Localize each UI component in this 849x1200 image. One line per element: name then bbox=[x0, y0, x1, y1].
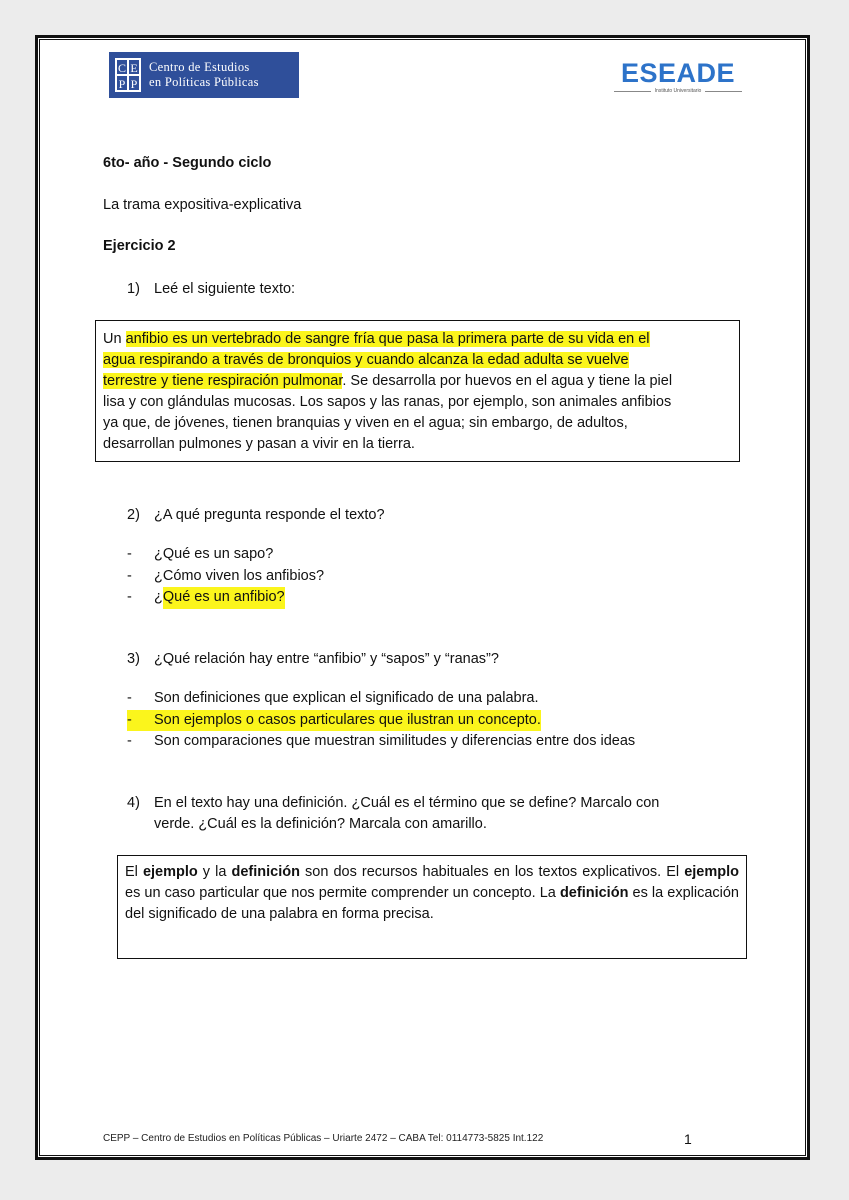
cepp-logo-monogram bbox=[115, 58, 141, 92]
note-keyword: definición bbox=[559, 885, 629, 901]
exercise-heading: Ejercicio 2 bbox=[103, 238, 176, 254]
passage-line bbox=[103, 329, 739, 350]
eseade-logo-name: ESEADE bbox=[620, 58, 736, 88]
note-fragment: y la bbox=[197, 864, 232, 880]
cepp-logo bbox=[109, 52, 299, 98]
page-number: 1 bbox=[684, 1131, 692, 1147]
list-item bbox=[127, 688, 635, 710]
passage-line: desarrollan pulmones y pasan a vivir en la tierra. bbox=[103, 436, 415, 452]
question-number: 1) bbox=[127, 281, 140, 297]
option-text: Son definiciones que explican el significado de una palabra. bbox=[154, 690, 539, 706]
topic-heading: La trama expositiva-explicativa bbox=[103, 197, 302, 213]
question-number: 3) bbox=[127, 651, 140, 667]
divider bbox=[705, 91, 742, 92]
dash: - bbox=[127, 546, 132, 562]
eseade-subtitle-text: Instituto Universitario bbox=[654, 88, 702, 94]
eseade-logo bbox=[614, 58, 742, 94]
passage-text: Un bbox=[103, 331, 126, 347]
note-fragment: es la explicación del significado de una palabra en forma precisa. bbox=[125, 885, 739, 922]
list-item bbox=[127, 566, 324, 588]
note-keyword: ejemplo bbox=[684, 864, 739, 880]
definition-note-box bbox=[117, 855, 747, 959]
footer-text: CEPP – Centro de Estudios en Políticas Públicas – Uriarte 2472 – CABA Tel: 0114773-5825 Int.122 bbox=[103, 1133, 544, 1144]
question-1 bbox=[127, 279, 295, 299]
passage-line bbox=[103, 371, 739, 392]
dash: - bbox=[127, 690, 132, 706]
dash: - bbox=[127, 733, 132, 749]
note-fragment: El bbox=[125, 864, 143, 880]
option-text: ¿Cómo viven los anfibios? bbox=[154, 567, 325, 584]
option-text: Son comparaciones que muestran similitudes y diferencias entre dos ideas bbox=[154, 733, 636, 749]
question-text: verde. ¿Cuál es la definición? Marcala con amarillo. bbox=[154, 816, 487, 832]
cepp-letter: P bbox=[116, 75, 128, 91]
divider bbox=[614, 91, 651, 92]
option-text: ¿Qué es un sapo? bbox=[154, 546, 274, 562]
cepp-logo-line: en Políticas Públicas bbox=[149, 75, 259, 89]
question-text: Leé el siguiente texto: bbox=[154, 281, 296, 297]
option-text: ¿ bbox=[154, 589, 163, 605]
passage-line: lisa y con glándulas mucosas. Los sapos y las ranas, por ejemplo, son animales anfibios bbox=[103, 394, 672, 410]
question-2 bbox=[127, 505, 385, 525]
question-2-options bbox=[127, 544, 324, 609]
highlighted-answer: Son ejemplos o casos particulares que ilustran un concepto. bbox=[154, 710, 541, 732]
note-fragment: son dos recursos habituales en los textos explicativos. El bbox=[299, 864, 685, 880]
dash: - bbox=[127, 710, 154, 732]
note-keyword: definición bbox=[231, 864, 300, 880]
eseade-logo-subtitle bbox=[614, 88, 742, 94]
cepp-logo-line: Centro de Estudios bbox=[149, 60, 250, 74]
cepp-letter: P bbox=[128, 75, 140, 91]
list-item bbox=[127, 544, 324, 566]
passage-line bbox=[103, 350, 739, 371]
question-3-options bbox=[127, 688, 635, 753]
note-fragment: es un caso particular que nos permite comprender un concepto. La bbox=[125, 885, 560, 901]
cepp-letter: E bbox=[128, 59, 140, 75]
highlighted-definition: terrestre y tiene respiración pulmonar bbox=[103, 373, 343, 389]
question-text: ¿A qué pregunta responde el texto? bbox=[154, 507, 385, 523]
dash: - bbox=[127, 589, 132, 605]
highlighted-definition: anfibio es un vertebrado de sangre fría que pasa la primera parte de su vida en el bbox=[125, 331, 650, 347]
question-number: 2) bbox=[127, 507, 140, 523]
question-text: ¿Qué relación hay entre “anfibio” y “sapos” y “ranas”? bbox=[154, 651, 499, 667]
cepp-letter: C bbox=[117, 61, 126, 75]
question-3 bbox=[127, 649, 499, 669]
question-4 bbox=[127, 793, 659, 835]
question-number: 4) bbox=[127, 795, 140, 811]
list-item bbox=[127, 731, 635, 753]
list-item bbox=[127, 587, 324, 609]
dash: - bbox=[127, 567, 132, 584]
passage-line: ya que, de jóvenes, tienen branquias y viven en el agua; sin embargo, de adultos, bbox=[103, 415, 628, 431]
highlighted-answer: Qué es un anfibio? bbox=[163, 587, 285, 609]
passage-text: . Se desarrolla por huevos en el agua y tiene la piel bbox=[342, 373, 673, 389]
highlighted-definition: agua respirando a través de bronquios y cuando alcanza la edad adulta se vuelve bbox=[103, 352, 629, 368]
note-keyword: ejemplo bbox=[142, 864, 198, 880]
grade-heading: 6to- año - Segundo ciclo bbox=[103, 155, 272, 171]
cepp-logo-text bbox=[149, 60, 259, 90]
passage-box bbox=[95, 320, 740, 462]
question-text: En el texto hay una definición. ¿Cuál es el término que se define? Marcalo con bbox=[154, 795, 660, 811]
list-item bbox=[127, 710, 635, 732]
note-text bbox=[125, 862, 739, 925]
